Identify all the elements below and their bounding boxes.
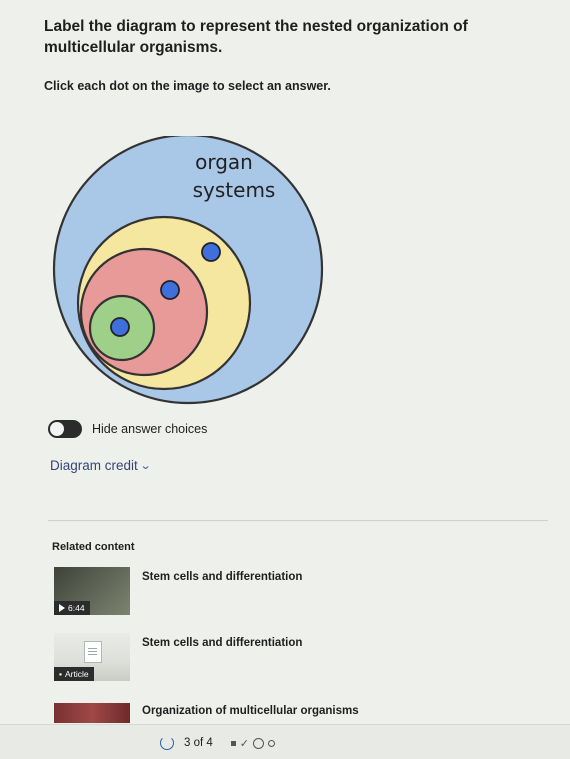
section-divider (48, 520, 548, 521)
play-icon (59, 604, 65, 612)
video-duration: 6:44 (68, 603, 85, 613)
progress-square-icon (231, 741, 236, 746)
article-icon: ▪ (59, 669, 63, 679)
nested-circles-diagram (48, 136, 328, 406)
chevron-down-icon: ⌄ (139, 460, 152, 472)
related-item-title: Organization of multicellular organisms (142, 705, 359, 717)
checkmark-icon: ✓ (239, 737, 249, 750)
article-thumbnail (54, 633, 130, 681)
progress-circle-icon (253, 738, 264, 749)
organ-systems-label-line1: organ (195, 150, 253, 174)
video-duration-badge (54, 601, 90, 615)
related-item-organization[interactable] (54, 703, 359, 723)
hide-answer-choices-toggle-row[interactable] (48, 420, 207, 438)
progress-indicators (231, 737, 275, 750)
image-thumbnail (54, 703, 130, 723)
question-instruction: Click each dot on the image to select an answer. (44, 79, 331, 93)
document-icon (84, 641, 102, 663)
related-content-heading: Related content (52, 541, 135, 553)
related-item-title: Stem cells and differentiation (142, 571, 303, 583)
hide-answers-label: Hide answer choices (92, 422, 208, 436)
article-badge-label: Article (65, 669, 89, 679)
video-thumbnail (54, 567, 130, 615)
refresh-icon[interactable] (160, 736, 174, 750)
answer-dot-third-circle[interactable] (161, 281, 179, 299)
related-item-title: Stem cells and differentiation (142, 637, 303, 649)
answer-dot-second-circle[interactable] (202, 243, 220, 261)
related-item-article[interactable] (54, 633, 302, 681)
answer-dot-inner-circle[interactable] (111, 318, 129, 336)
toggle-knob (50, 422, 64, 436)
diagram-credit-label: Diagram credit (50, 458, 138, 473)
question-prompt: Label the diagram to represent the nested organization of multicellular organisms. (44, 18, 468, 56)
article-badge (54, 667, 94, 681)
organ-systems-label-line2: systems (192, 178, 276, 202)
hide-answers-toggle-switch[interactable] (48, 420, 82, 438)
progress-small-circle-icon (268, 740, 275, 747)
related-item-video[interactable] (54, 567, 302, 615)
question-progress-text: 3 of 4 (184, 737, 213, 749)
diagram-credit-button[interactable] (50, 458, 150, 473)
bottom-navigation-bar (0, 724, 570, 759)
